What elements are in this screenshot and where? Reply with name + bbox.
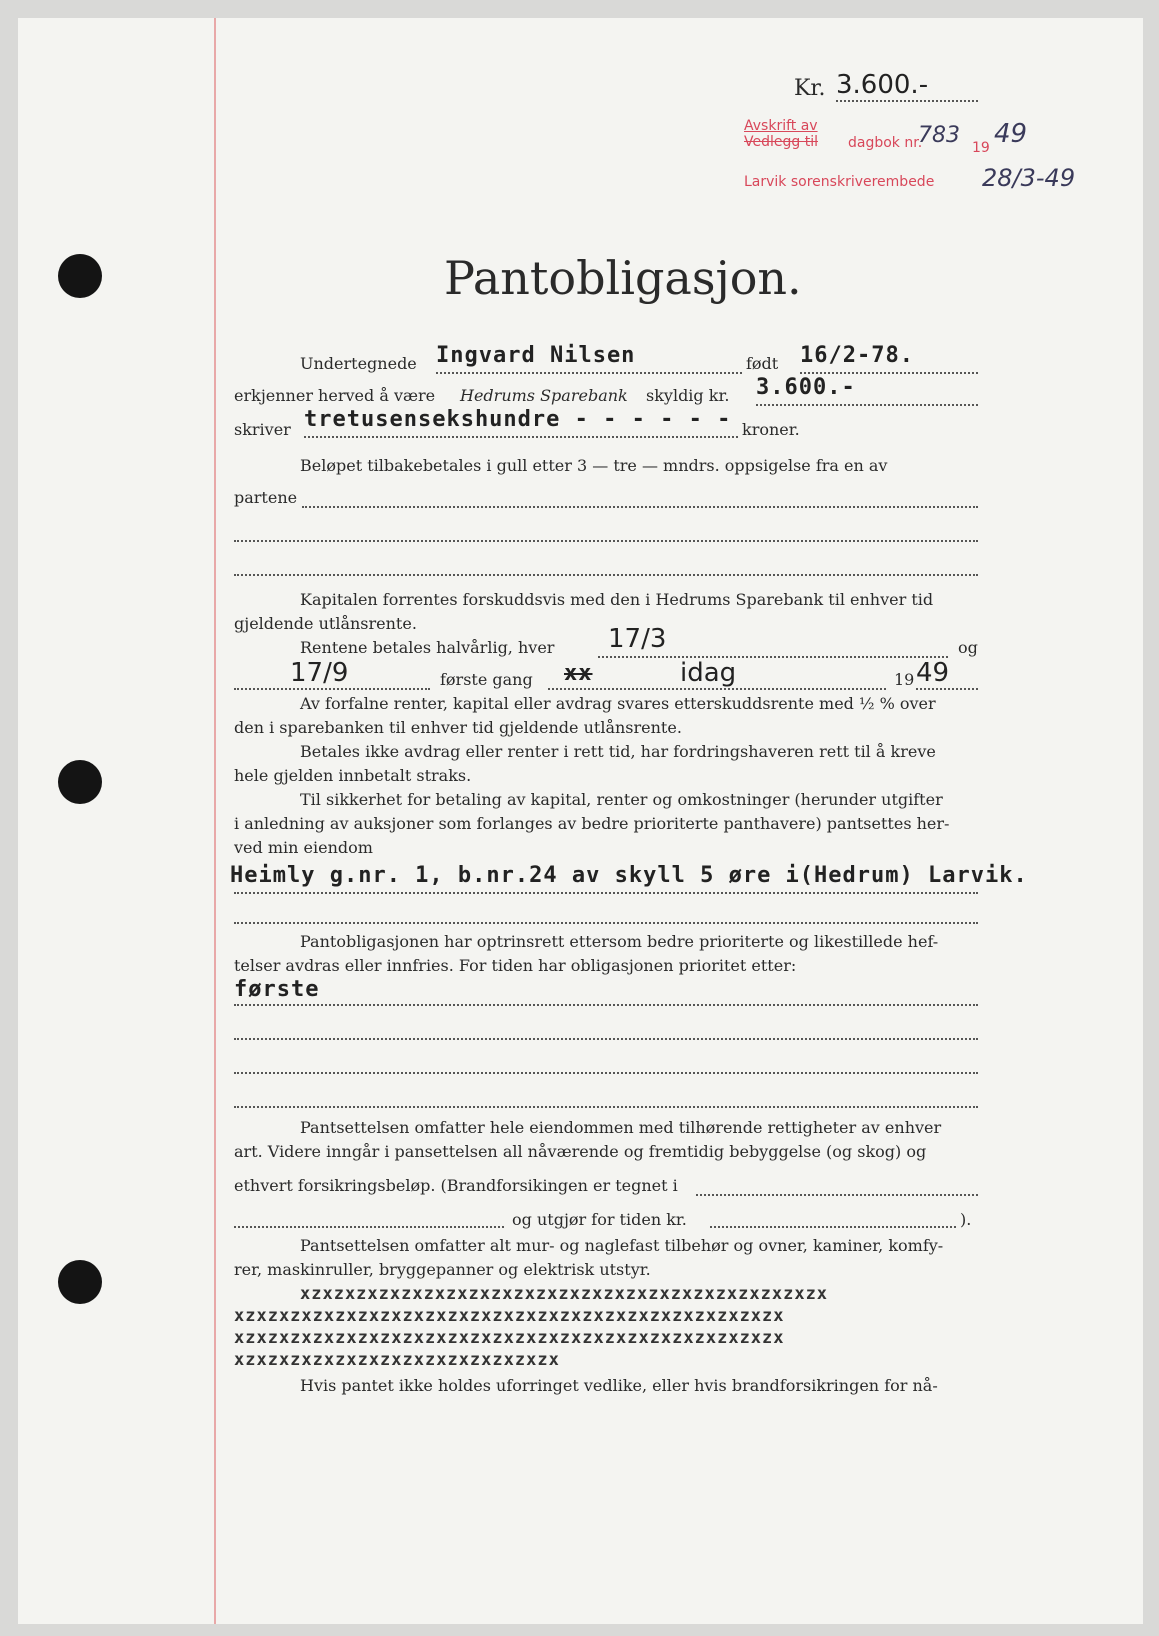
property-description: Heimly g.nr. 1, b.nr.24 av skyll 5 øre i(Hedrum) Larvik. (230, 863, 1028, 888)
dotted-line (710, 1226, 956, 1228)
paragraph-scope-3: ethvert forsikringsbeløp. (Brandforsikingen er tegnet i (234, 1176, 678, 1195)
crossed-out-line: xzxzxzxzxzxzxzxzxzxzxzxzxzxzxzxzxzxzxzxzxzxzxzxzx (234, 1306, 785, 1326)
dotted-line (234, 922, 978, 924)
paragraph-default-2: hele gjelden innbetalt straks. (234, 766, 472, 785)
stamp-avskrift: Avskrift av (744, 118, 818, 134)
crossed-out-line: xzxzxzxzxzxzxzxzxzxzxzxzxzxzxzxzxzxzxzxzxzxzxzxzx (234, 1328, 785, 1348)
label-forste-gang: første gang (440, 670, 533, 689)
dotted-line (234, 574, 978, 576)
document-title: Pantobligasjon. (444, 251, 802, 305)
dotted-line (800, 372, 978, 374)
label-undertegnede: Undertegnede (300, 354, 417, 373)
paragraph-late-interest-1: Av forfalne renter, kapital eller avdrag svares etterskuddsrente med ½ % over (300, 694, 936, 713)
dotted-line (234, 688, 430, 690)
label-og: og (958, 638, 978, 657)
birth-date: 16/2-78. (800, 343, 914, 368)
paragraph-priority-2: telser avdras eller innfries. For tiden har obligasjonen prioritet etter: (234, 956, 797, 975)
paragraph-security-2: i anledning av auksjoner som forlanges av bedre prioriterte panthavere) pantsettes her- (234, 814, 950, 833)
amount-value: 3.600.- (836, 70, 929, 100)
paragraph-fixtures-2: rer, maskinruller, bryggepanner og elektrisk utstyr. (234, 1260, 651, 1279)
bank-name: Hedrums Sparebank (460, 386, 628, 405)
dotted-line (234, 1004, 978, 1006)
label-skyldig: skyldig kr. (646, 386, 730, 405)
paragraph-repayment-1: Beløpet tilbakebetales i gull etter 3 — tre — mndrs. oppsigelse fra en av (300, 456, 888, 475)
paragraph-security-1: Til sikkerhet for betaling av kapital, renter og omkostninger (herunder utgifter (300, 790, 943, 809)
amount-prefix: Kr. (794, 76, 826, 101)
dotted-line (598, 656, 948, 658)
year-prefix: 19 (894, 670, 915, 689)
paragraph-scope-1: Pantsettelsen omfatter hele eiendommen med tilhørende rettigheter av enhver (300, 1118, 942, 1137)
interest-date-1: 17/3 (608, 624, 667, 654)
first-payment-year: 49 (916, 658, 950, 688)
paragraph-late-interest-2: den i sparebanken til enhver tid gjeldende utlånsrente. (234, 718, 682, 737)
label-kroner: kroner. (742, 420, 800, 439)
first-payment-idag: idag (680, 658, 737, 688)
debt-amount: 3.600.- (756, 375, 856, 400)
dotted-line (696, 1194, 978, 1196)
paragraph-scope-4: og utgjør for tiden kr. (512, 1210, 687, 1229)
paragraph-default-1: Betales ikke avdrag eller renter i rett tid, har fordringshaveren rett til å kreve (300, 742, 936, 761)
dotted-line (234, 1106, 978, 1108)
margin-rule (214, 18, 216, 1624)
stamp-year-prefix: 19 (972, 140, 990, 156)
dotted-line (548, 688, 886, 690)
dotted-line (234, 1226, 504, 1228)
stamp-date: 28/3-49 (982, 164, 1076, 192)
punch-hole (58, 254, 102, 298)
document-page (18, 18, 1143, 1624)
crossed-out-line: xzxzxzxzxzxzxzxzxzxzxzxzxzxzx (234, 1350, 560, 1370)
paragraph-scope-2: art. Videre inngår i pansettelsen all nåværende og fremtidig bebyggelse (og skog) og (234, 1142, 927, 1161)
struck-xx: xx (564, 661, 593, 686)
paragraph-priority-1: Pantobligasjonen har optrinsrett ettersom bedre prioriterte og likestillede hef- (300, 932, 939, 951)
interest-date-2: 17/9 (290, 658, 349, 688)
crossed-out-line: xzxzxzxzxzxzxzxzxzxzxzxzxzxzxzxzxzxzxzxzxzxzxzx (300, 1284, 829, 1304)
dotted-line (234, 1038, 978, 1040)
dotted-line (756, 404, 978, 406)
stamp-vedlegg: Vedlegg til (744, 134, 818, 150)
dotted-line (234, 1072, 978, 1074)
stamp-dagbok-number: 783 (918, 123, 960, 148)
paragraph-maintenance: Hvis pantet ikke holdes uforringet vedlike, eller hvis brandforsikringen for nå- (300, 1376, 938, 1395)
punch-hole (58, 1260, 102, 1304)
stamp-office: Larvik sorenskriverembede (744, 174, 935, 190)
amount-words: tretusensekshundre - - - - - - (304, 407, 732, 432)
label-rentene: Rentene betales halvårlig, hver (300, 638, 555, 657)
paragraph-scope-5: ). (960, 1210, 972, 1229)
dotted-line (436, 372, 742, 374)
text-erkjenner: erkjenner herved å være (234, 386, 436, 405)
stamp-dagbok-label: dagbok nr. (848, 135, 923, 151)
signer-name: Ingvard Nilsen (436, 343, 636, 368)
paragraph-repayment-2: partene (234, 488, 298, 507)
dotted-line (916, 688, 978, 690)
dotted-line (234, 892, 978, 894)
label-fodt: født (746, 354, 779, 373)
dotted-line (302, 506, 978, 508)
dotted-line (836, 100, 978, 102)
dotted-line (304, 436, 738, 438)
priority-value: første (234, 977, 320, 1002)
paragraph-fixtures-1: Pantsettelsen omfatter alt mur- og naglefast tilbehør og ovner, kaminer, komfy- (300, 1236, 944, 1255)
punch-hole (58, 760, 102, 804)
paragraph-interest-1: Kapitalen forrentes forskuddsvis med den i Hedrums Sparebank til enhver tid (300, 590, 934, 609)
label-skriver: skriver (234, 420, 291, 439)
paragraph-security-3: ved min eiendom (234, 838, 373, 857)
stamp-year: 49 (994, 119, 1028, 149)
dotted-line (234, 540, 978, 542)
paragraph-interest-2: gjeldende utlånsrente. (234, 614, 417, 633)
